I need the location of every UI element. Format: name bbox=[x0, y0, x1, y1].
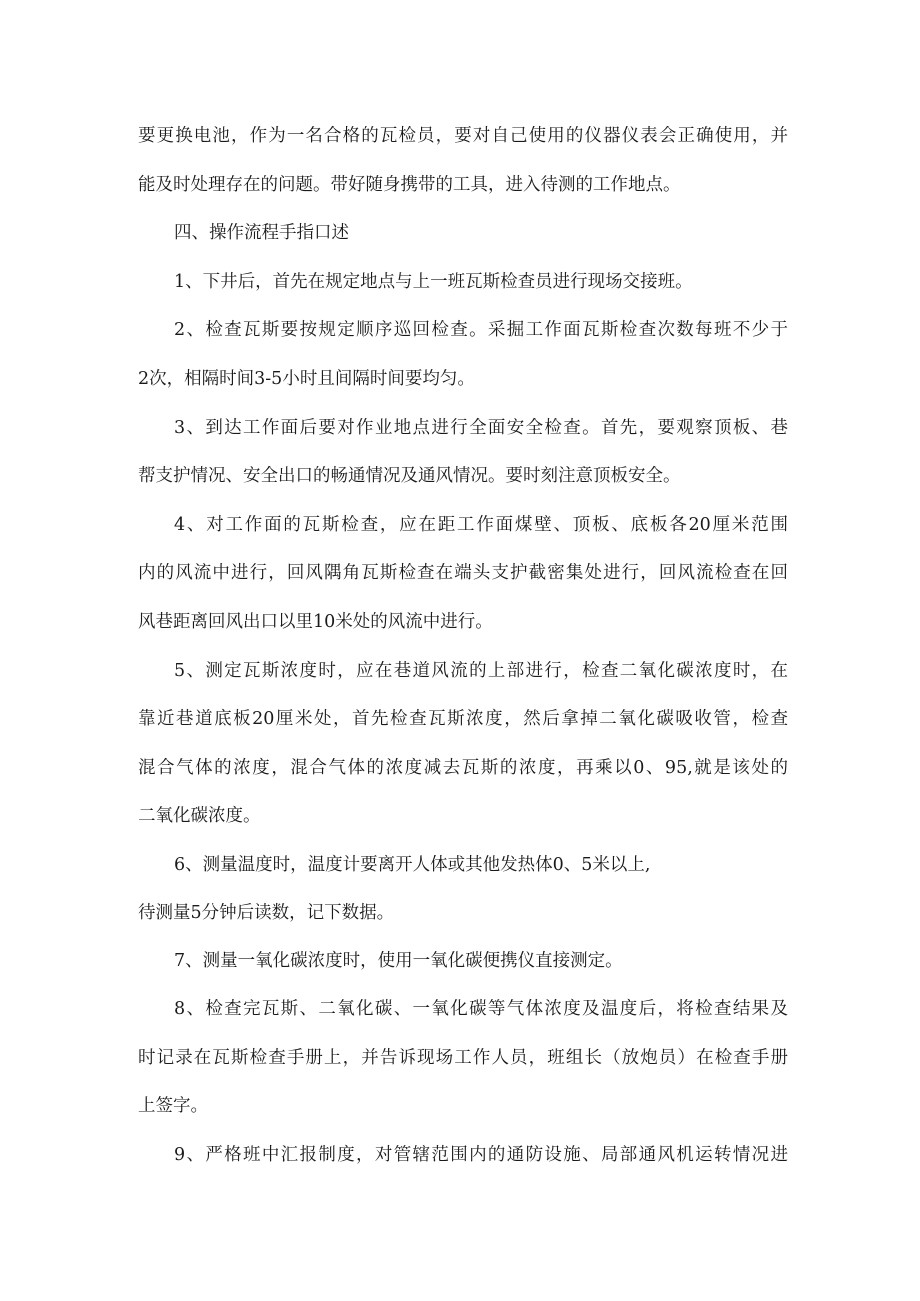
text-line: 要更换电池，作为一名合格的瓦检员，要对自己使用的仪器仪表会正确使用，并 bbox=[138, 126, 788, 146]
text-line: 风巷距离回风出口以里10米处的风流中进行。 bbox=[138, 611, 493, 632]
text-line: 二氧化碳浓度。 bbox=[138, 806, 261, 827]
text-line: 7、测量一氧化碳浓度时，使用一氧化碳便携仪直接测定。 bbox=[174, 950, 623, 971]
text-line: 帮支护情况、安全出口的畅通情况及通风情况。要时刻注意顶板安全。 bbox=[138, 466, 681, 487]
text-line: 混合气体的浓度，混合气体的浓度减去瓦斯的浓度，再乘以0、95,就是该处的 bbox=[138, 757, 788, 778]
text-line: 能及时处理存在的问题。带好随身携带的工具，进入待测的工作地点。 bbox=[138, 174, 681, 195]
text-line: 2、检查瓦斯要按规定顺序巡回检查。采掘工作面瓦斯检查次数每班不少于 bbox=[174, 320, 788, 341]
text-line: 内的风流中进行，回风隅角瓦斯检查在端头支护截密集处进行，回风流检查在回 bbox=[138, 563, 788, 584]
section-heading: 四、操作流程手指口述 bbox=[174, 223, 349, 244]
document-body bbox=[138, 112, 788, 1179]
text-line: 上签字。 bbox=[138, 1096, 208, 1117]
text-line: 1、下井后，首先在规定地点与上一班瓦斯检查员进行现场交接班。 bbox=[174, 271, 693, 292]
text-line: 时记录在瓦斯检查手册上，并告诉现场工作人员，班组长（放炮员）在检查手册 bbox=[138, 1047, 788, 1068]
text-line: 靠近巷道底板20厘米处，首先检查瓦斯浓度，然后拿掉二氧化碳吸收管，检查 bbox=[138, 709, 788, 730]
text-line: 2次，相隔时间3-5小时且间隔时间要均匀。 bbox=[138, 368, 475, 389]
text-line: 3、到达工作面后要对作业地点进行全面安全检查。首先，要观察顶板、巷 bbox=[174, 417, 788, 438]
text-line: 待测量5分钟后读数，记下数据。 bbox=[138, 902, 395, 923]
text-line: 9、严格班中汇报制度，对管辖范围内的通防设施、局部通风机运转情况进 bbox=[174, 1144, 788, 1165]
text-line: 5、测定瓦斯浓度时，应在巷道风流的上部进行，检查二氧化碳浓度时，在 bbox=[174, 660, 788, 681]
text-line: 6、测量温度时，温度计要离开人体或其他发热体0、5米以上, bbox=[174, 854, 651, 875]
text-line: 4、对工作面的瓦斯检查，应在距工作面煤壁、顶板、底板各20厘米范围 bbox=[174, 514, 788, 535]
text-line: 8、检查完瓦斯、二氧化碳、一氧化碳等气体浓度及温度后，将检查结果及 bbox=[174, 999, 788, 1020]
